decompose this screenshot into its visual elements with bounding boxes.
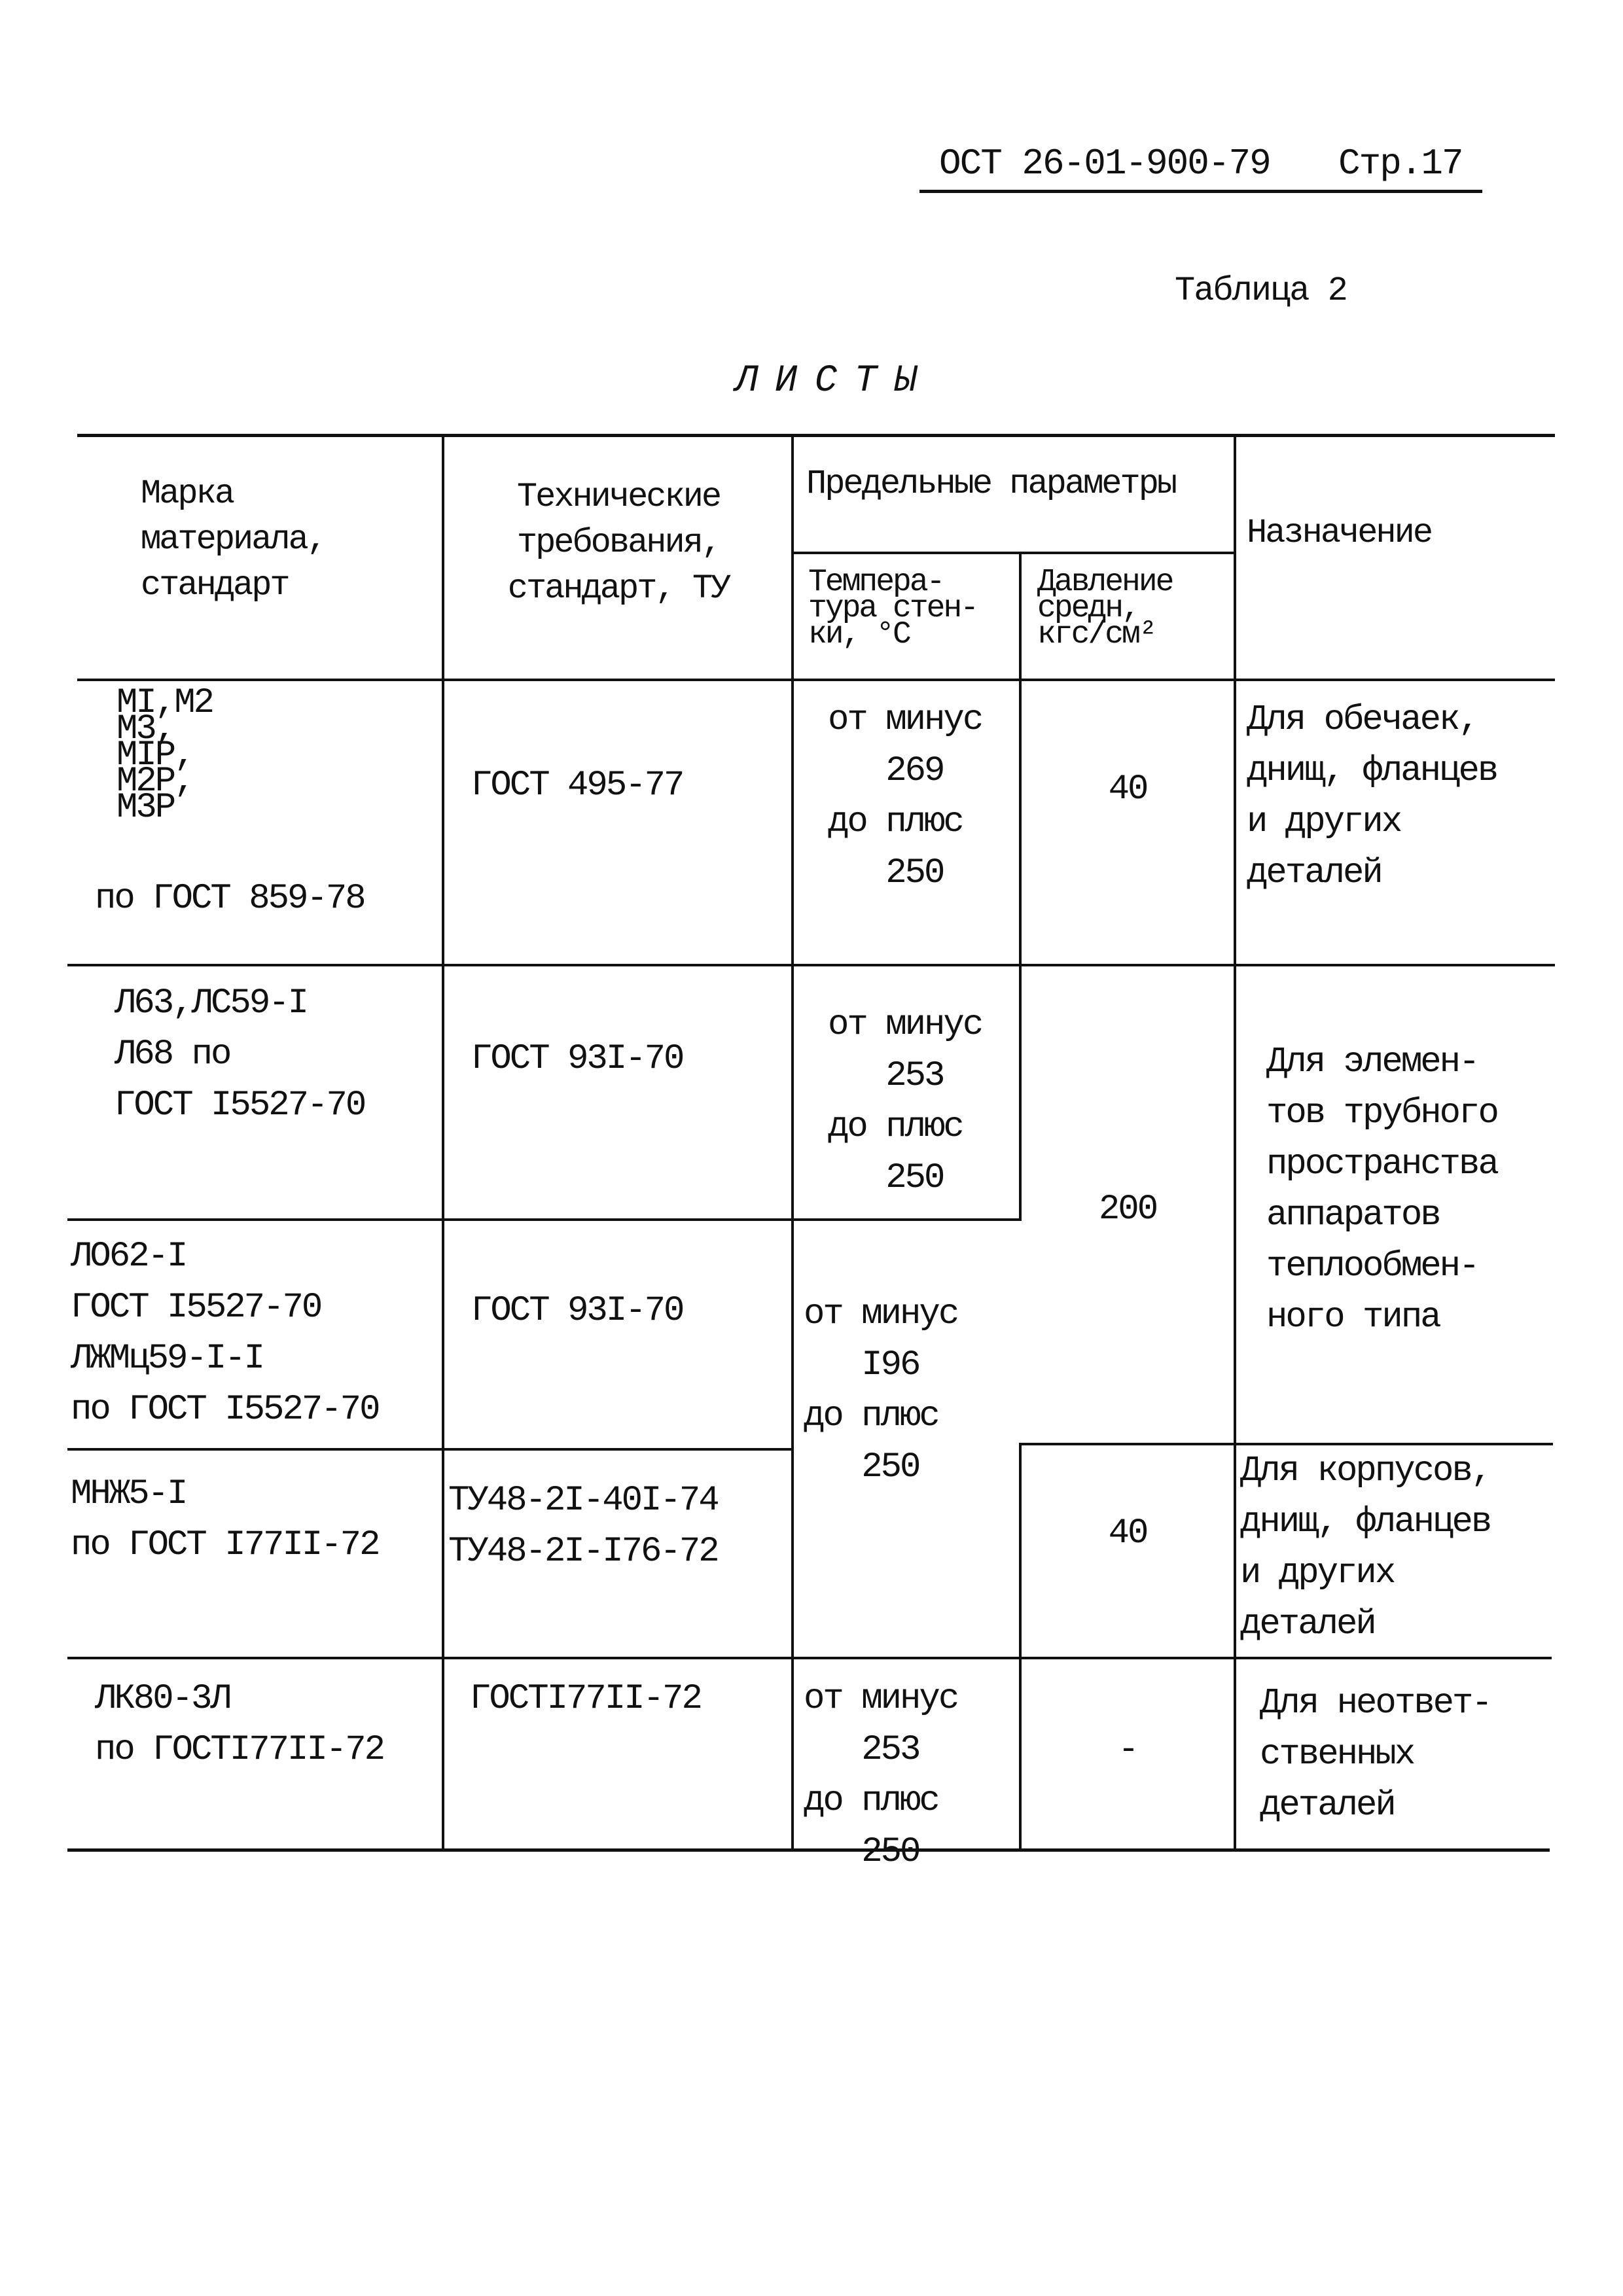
row3-tech: ГОСТ 93I-70 (471, 1291, 683, 1331)
rule-row3b (1019, 1443, 1553, 1445)
header-temp: Темпера- тура стен- ки, °С (808, 565, 978, 652)
col-sep-1 (442, 434, 444, 1850)
col-sep-3a (1019, 552, 1022, 1220)
rule-row4 (67, 1657, 1552, 1659)
col-sep-2 (791, 434, 794, 1850)
document-code: ОСТ 26-01-900-79 (939, 143, 1270, 185)
header-material: Марка материала, стандарт (141, 474, 326, 605)
row1-tech: ГОСТ 495-77 (471, 766, 683, 805)
header-limits: Предельные параметры (806, 465, 1176, 503)
row2-temp: от минус 253 до плюс 250 (828, 1005, 982, 1198)
row1-material: МI,М2 М3, МIР, М2Р, М3Р (116, 683, 213, 828)
page-header (919, 143, 1482, 195)
row4-pressure: 40 (1108, 1513, 1147, 1553)
row3-4-temp: от минус I96 до плюс 250 (804, 1294, 958, 1487)
row1-temp: от минус 269 до плюс 250 (828, 700, 982, 893)
header-tech: Технические требования, стандарт, ТУ (507, 478, 730, 608)
rule-row3a (67, 1448, 794, 1451)
row5-purpose: Для неответ- ственных деталей (1260, 1684, 1491, 1826)
col-sep-3b (1019, 1443, 1022, 1850)
header-pressure: Давление средн, кгс/см² (1037, 565, 1173, 652)
row4-tech: ТУ48-2I-40I-74 ТУ48-2I-I76-72 (448, 1481, 718, 1572)
rule-header-bottom (77, 679, 1555, 681)
page-number: Стр.17 (1338, 143, 1463, 185)
row2-material: Л63,ЛС59-I Л68 по ГОСТ I5527-70 (115, 983, 365, 1125)
header-purpose: Назначение (1247, 514, 1432, 552)
col-sep-4 (1234, 434, 1236, 1850)
row4-material: МНЖ5-I по ГОСТ I77II-72 (71, 1474, 379, 1565)
rule-subheader (794, 552, 1236, 554)
row5-pressure: - (1118, 1730, 1137, 1770)
row2-3-purpose: Для элемен- тов трубного пространства аппаратов теплообмен- ного типа (1266, 1042, 1497, 1337)
table-label: Таблица 2 (1175, 272, 1347, 310)
row1-purpose: Для обечаек, днищ, фланцев и других деталей (1247, 700, 1497, 893)
rule-top (77, 434, 1555, 437)
rule-row1 (67, 964, 1555, 966)
row5-material: ЛК80-3Л по ГОСТI77II-72 (95, 1679, 384, 1770)
row3-material: ЛО62-I ГОСТ I5527-70 ЛЖМц59-I-I по ГОСТ I5527-70 (71, 1237, 379, 1430)
row5-tech: ГОСТI77II-72 (470, 1679, 701, 1719)
row2-3-pressure: 200 (1098, 1190, 1157, 1229)
rule-row2 (67, 1218, 1022, 1221)
row1-pressure: 40 (1108, 769, 1147, 809)
row1-material-std: по ГОСТ 859-78 (95, 879, 365, 919)
table-title: ЛИСТЫ (734, 360, 935, 402)
header-underline (919, 190, 1482, 193)
row5-temp: от минус 253 до плюс 250 (804, 1679, 958, 1872)
row2-tech: ГОСТ 93I-70 (471, 1039, 683, 1079)
row4-purpose: Для корпусов, днищ, фланцев и других деталей (1240, 1451, 1491, 1644)
